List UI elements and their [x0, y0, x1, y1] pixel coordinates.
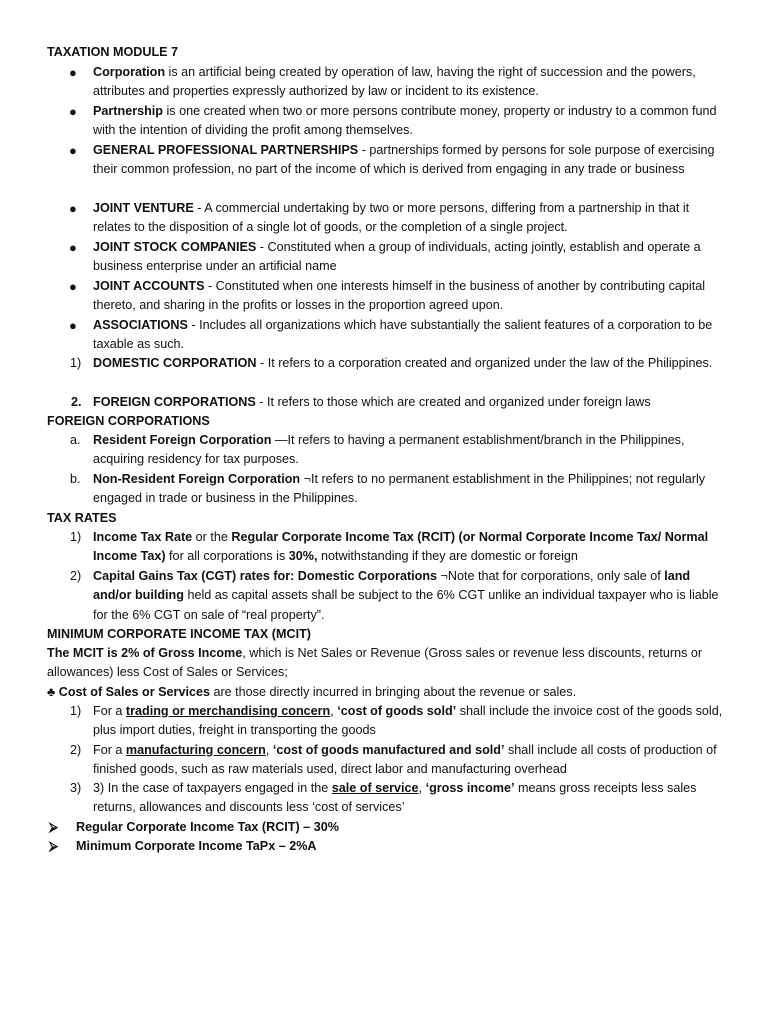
bullet-text: - partnerships formed by persons for sole purpose of exercising their common profession, no part of the income of which is derived from engaging in any trade or business — [93, 143, 715, 177]
item-text: - It refers to those which are created and organized under foreign laws — [255, 395, 651, 409]
text-fragment: 3) In the case of taxpayers engaged in the — [93, 781, 332, 795]
bullet-text: - Constituted when one interests himself in the business of another by contributing capital thereto, and sharing in the profits or losses in the proportion agreed upon. — [93, 279, 706, 313]
rate-value: 30%, — [288, 549, 318, 564]
text-fragment: , which is Net Sales or Revenue (Gross sales or revenue less discounts, returns or allowances) less Cost of Sales or Services; — [47, 646, 703, 680]
bullet-term: JOINT ACCOUNTS — [93, 279, 205, 293]
text-fragment: notwithstanding if they are domestic or foreign — [317, 549, 578, 564]
term-cgt: Capital Gains Tax (CGT) rates for: Domestic Corporations — [93, 569, 438, 583]
bullet-text: - Constituted when a group of individuals, acting jointly, establish and operate a business enterprise under an artificial name — [93, 240, 701, 274]
cost-of-sales-paragraph — [47, 683, 737, 702]
text-fragment: , — [265, 743, 273, 757]
term-income-tax-rate: Income Tax Rate — [93, 530, 193, 544]
item-text: - It refers to a corporation created and organized under the law of the Philippines. — [256, 356, 713, 370]
item-term: Non-Resident Foreign Corporation — [93, 472, 301, 486]
text-fragment: means gross receipts less sales returns, allowances and discounts less ‘cost of services’ — [93, 781, 697, 815]
document-title: TAXATION MODULE 7 — [47, 45, 179, 59]
mcit-definition: The MCIT is 2% of Gross Income — [47, 646, 243, 660]
bullet-icon: ● — [69, 279, 77, 294]
summary-text: Regular Corporate Income Tax (RCIT) – 30% — [76, 820, 339, 834]
bullet-term: Corporation — [93, 65, 166, 79]
summary-text: Minimum Corporate Income TaPx – 2%A — [76, 839, 317, 853]
numbered-item-domestic-corporation — [70, 354, 728, 373]
bullet-icon: ● — [69, 65, 77, 80]
bullet-icon: ● — [69, 240, 77, 255]
mcit-heading: MINIMUM CORPORATE INCOME TAX (MCIT) — [47, 627, 311, 641]
cost-item-manufacturing — [70, 741, 728, 780]
bullet-term: JOINT STOCK COMPANIES — [93, 240, 257, 254]
item-number: 1) — [70, 530, 82, 544]
foreign-item-non-resident — [70, 470, 728, 509]
text-fragment: For a — [93, 743, 126, 757]
text-fragment: shall include all costs of production of finished goods, such as raw materials used, direct labor and manufacturing overhead — [93, 743, 717, 777]
summary-item-mcit — [49, 837, 317, 856]
term-land-building: land and/or building — [93, 569, 691, 603]
bullet-text: - A commercial undertaking by two or more persons, differing from a partnership in that it relates to the disposition of a single lot of goods, or the completion of a single project. — [93, 201, 690, 235]
text-fragment: , — [418, 781, 426, 795]
text-fragment: , — [330, 704, 338, 718]
item-number: 2. — [71, 395, 82, 409]
item-number: 2) — [70, 743, 82, 757]
term-rcit: Regular Corporate Income Tax (RCIT) (or Normal Corporate Income Tax/ Normal Income Tax) — [93, 530, 709, 564]
bullet-term: JOINT VENTURE — [93, 201, 194, 215]
mcit-paragraph — [47, 644, 737, 683]
bullet-term: GENERAL PROFESSIONAL PARTNERSHIPS — [93, 143, 359, 157]
item-number: 1) — [70, 356, 82, 370]
bullet-item-associations — [69, 316, 728, 355]
arrow-bullet-icon: ⮚ — [49, 820, 58, 834]
text-fragment: ¬Note that for corporations, only sale of — [437, 569, 665, 583]
bullet-item-partnership — [69, 102, 728, 141]
text-fragment: held as capital assets shall be subject to the 6% CGT unlike an individual taxpayer who is liable for the 6% CGT on sale of “real property”. — [93, 588, 719, 622]
bullet-item-general-professional-partnerships — [69, 141, 728, 180]
item-term: FOREIGN CORPORATIONS — [93, 395, 256, 409]
text-fragment: are those directly incurred in bringing about the revenue or sales. — [209, 685, 577, 699]
item-text: ¬It refers to no permanent establishment in the Philippines; not regularly engaged in trade or business in the Philippines. — [93, 472, 706, 506]
term-gross-income: ‘gross income’ — [425, 781, 515, 795]
bullet-item-joint-stock-companies — [69, 238, 728, 277]
tax-rate-item-income-tax — [70, 528, 728, 567]
summary-item-rcit — [49, 818, 339, 837]
bullet-term: Partnership — [93, 104, 163, 118]
bullet-icon: ● — [69, 318, 77, 333]
numbered-item-foreign-corporations — [71, 393, 728, 412]
term-manufacturing-concern: manufacturing concern — [125, 743, 266, 757]
bullet-icon: ● — [69, 201, 77, 216]
bullet-item-joint-venture — [69, 199, 728, 238]
bullet-icon: ● — [69, 104, 77, 119]
item-text: —It refers to having a permanent establishment/branch in the Philippines, acquiring residency for tax purposes. — [93, 433, 685, 467]
bullet-item-joint-accounts — [69, 277, 728, 316]
term-sale-of-service: sale of service — [331, 781, 419, 795]
term-cost-of-sales: Cost of Sales or Services — [55, 685, 210, 699]
bullet-icon: ● — [69, 143, 77, 158]
item-term: DOMESTIC CORPORATION — [93, 356, 257, 370]
text-fragment: shall include the invoice cost of the goods sold, plus import duties, freight in transporting the goods — [93, 704, 723, 738]
item-term: Resident Foreign Corporation — [93, 433, 272, 447]
text-fragment: for all corporations is — [165, 549, 289, 564]
item-number: 1) — [70, 704, 82, 718]
bullet-text: is an artificial being created by operation of law, having the right of succession and the powers, attributes and properties expressly authorized by law or incident to its existence. — [93, 65, 696, 99]
foreign-corporations-heading: FOREIGN CORPORATIONS — [47, 414, 210, 428]
bullet-text: is one created when two or more persons contribute money, property or industry to a common fund with the intention of dividing the profit among themselves. — [93, 104, 717, 138]
term-cogms: ‘cost of goods manufactured and sold’ — [272, 743, 505, 757]
bullet-term: ASSOCIATIONS — [93, 318, 188, 332]
item-letter: a. — [70, 433, 81, 447]
cost-item-trading — [70, 702, 728, 741]
item-number: 2) — [70, 569, 82, 583]
term-trading-concern: trading or merchandising concern — [125, 704, 331, 718]
bullet-text: - Includes all organizations which have substantially the salient features of a corporation to be taxable as such. — [93, 318, 713, 352]
item-number: 3) — [70, 781, 82, 795]
item-letter: b. — [70, 472, 81, 486]
foreign-item-resident — [70, 431, 728, 470]
cost-item-services — [70, 779, 728, 818]
arrow-bullet-icon: ⮚ — [49, 839, 58, 853]
text-fragment: or the — [192, 530, 232, 544]
bullet-item-corporation — [69, 63, 728, 102]
text-fragment: For a — [93, 704, 126, 718]
club-icon: ♣ — [47, 685, 56, 699]
term-cogs: ‘cost of goods sold’ — [337, 704, 457, 718]
tax-rate-item-cgt — [70, 567, 728, 625]
tax-rates-heading: TAX RATES — [47, 511, 117, 525]
